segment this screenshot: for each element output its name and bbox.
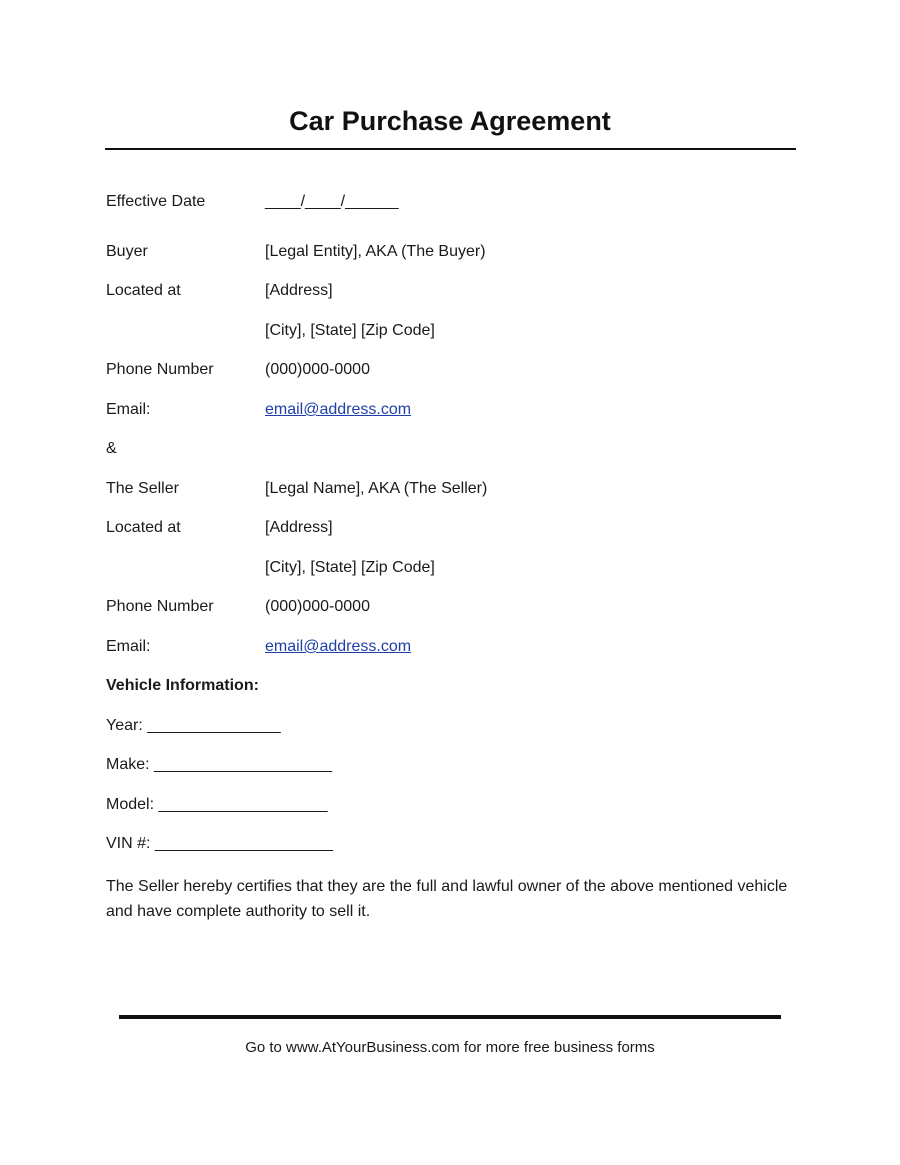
buyer-phone: (000)000-0000: [265, 361, 370, 378]
vehicle-model-field: Model: ___________________: [106, 796, 328, 813]
footer-text: Go to www.AtYourBusiness.com for more free business forms: [245, 1039, 655, 1056]
title-divider: [105, 148, 796, 150]
seller-label: The Seller: [106, 480, 179, 497]
seller-phone: (000)000-0000: [265, 598, 370, 615]
vehicle-vin-field: VIN #: ____________________: [106, 835, 333, 852]
buyer-located-label: Located at: [106, 282, 181, 299]
buyer-email-link[interactable]: email@address.com: [265, 401, 412, 418]
vehicle-info-heading: Vehicle Information:: [106, 677, 259, 694]
buyer-label: Buyer: [106, 243, 148, 260]
buyer-value: [Legal Entity], AKA (The Buyer): [265, 243, 486, 260]
seller-phone-label: Phone Number: [106, 598, 214, 615]
seller-located-label: Located at: [106, 519, 181, 536]
seller-city-line: [City], [State] [Zip Code]: [265, 559, 435, 576]
footer-divider: [119, 1015, 781, 1019]
seller-value: [Legal Name], AKA (The Seller): [265, 480, 488, 497]
buyer-phone-label: Phone Number: [106, 361, 214, 378]
buyer-email-label: Email:: [106, 401, 151, 418]
seller-email-label: Email:: [106, 638, 151, 655]
seller-address: [Address]: [265, 519, 333, 536]
page-title: Car Purchase Agreement: [289, 106, 611, 136]
effective-date-value: ____/____/______: [265, 193, 399, 210]
vehicle-make-field: Make: ____________________: [106, 756, 332, 773]
buyer-address: [Address]: [265, 282, 333, 299]
effective-date-label: Effective Date: [106, 193, 206, 210]
seller-email-link[interactable]: email@address.com: [265, 638, 412, 655]
certification-paragraph: The Seller hereby certifies that they are the full and lawful owner of the above mentioned vehicle and have complete authority to sell it.: [106, 878, 788, 920]
ampersand: &: [106, 440, 117, 457]
vehicle-year-field: Year: _______________: [106, 717, 281, 734]
buyer-city-line: [City], [State] [Zip Code]: [265, 322, 435, 339]
